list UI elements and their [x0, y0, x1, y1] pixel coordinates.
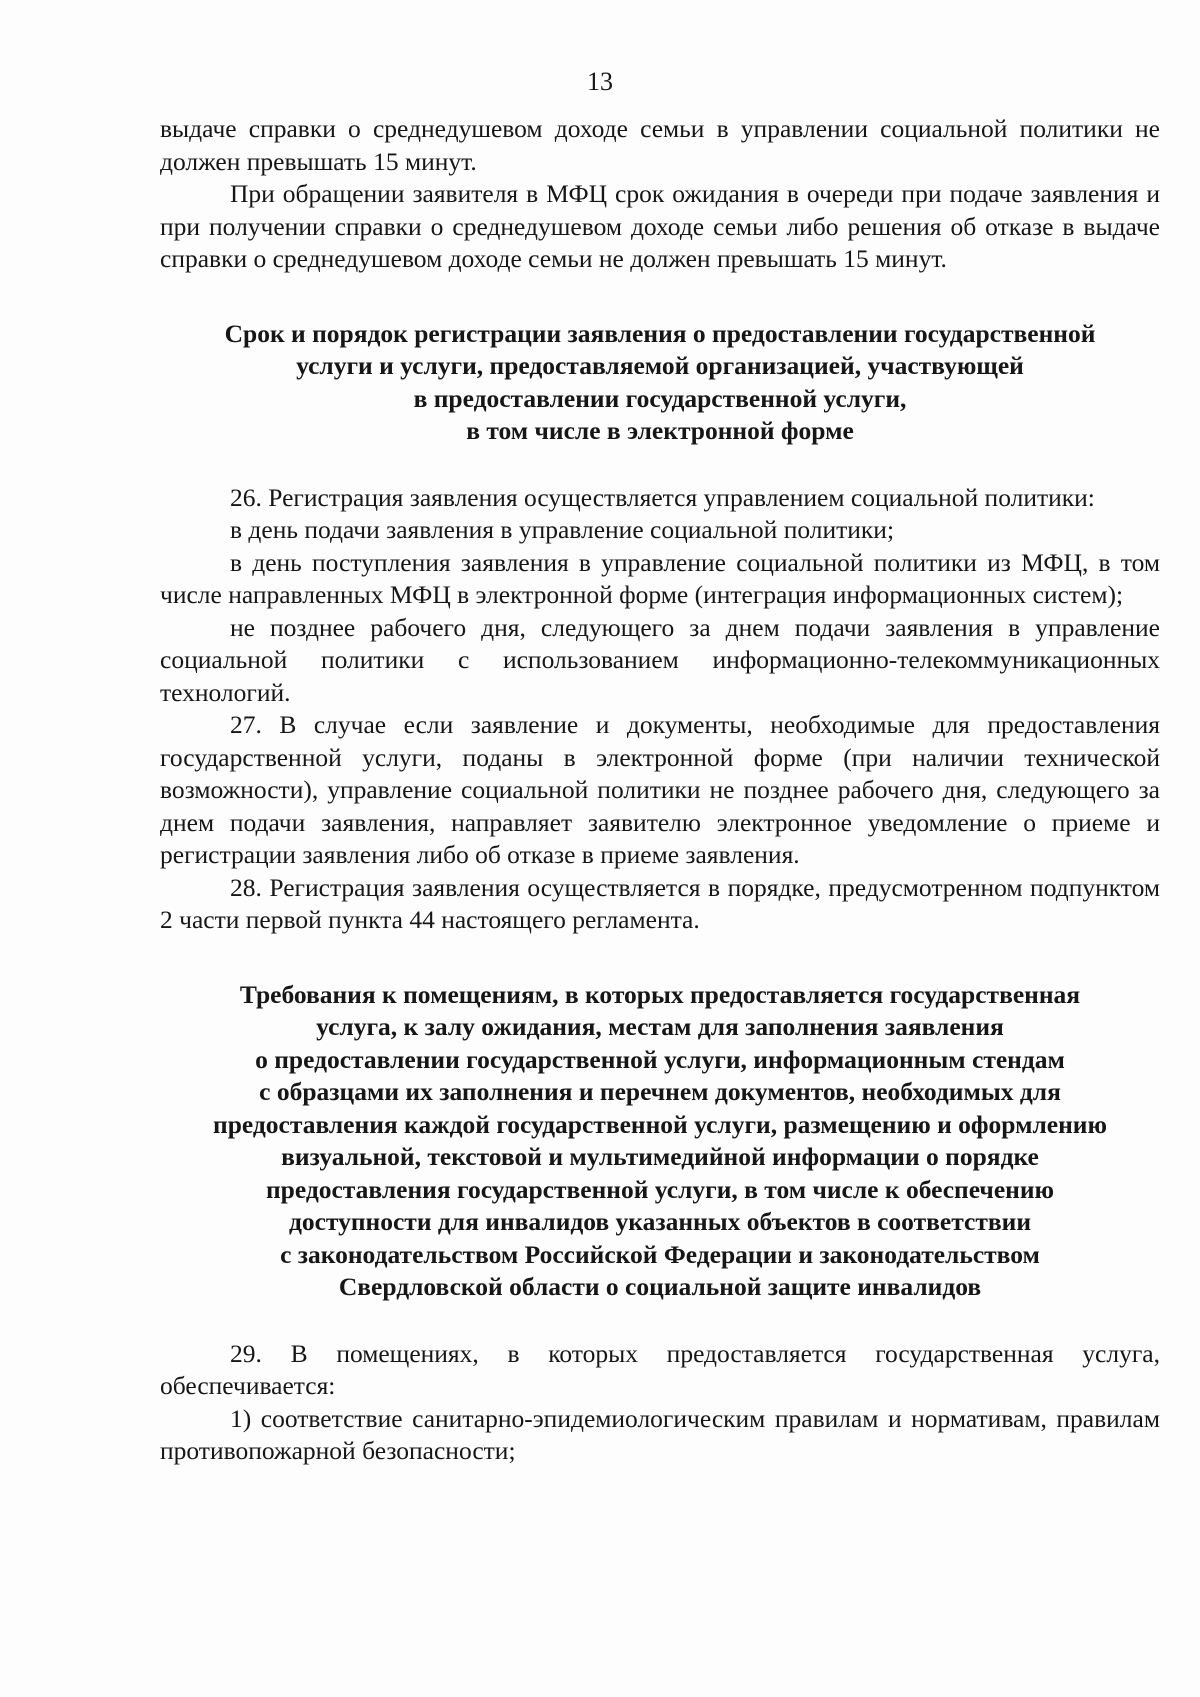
spacer — [160, 1304, 1160, 1338]
document-body — [160, 113, 1160, 1468]
paragraph-item-26-b: в день поступления заявления в управление социальной политики из МФЦ, в том числе направленных МФЦ в электронной форме (интеграция информационных систем); — [160, 547, 1160, 609]
paragraph-item-27: 27. В случае если заявление и документы, необходимые для предоставления государственной услуги, поданы в электронной форме (при наличии технической возможности), управление социальной политики не позднее рабочего дня, следующего за днем подачи заявления, направляет заявителю электронное уведомление о приеме и регистрации заявления либо об отказе в приеме заявления. — [160, 710, 1160, 869]
heading-line: Требования к помещениям, в которых предоставляется государственная — [239, 979, 1081, 1009]
section-heading-registration — [160, 318, 1160, 448]
heading-line: Свердловской области о социальной защите инвалидов — [338, 1272, 982, 1301]
heading-line: предоставления государственной услуги, в том числе к обеспечению — [265, 1174, 1055, 1204]
heading-line: услуги и услуги, предоставляемой организацией, участвующей — [296, 351, 1024, 380]
page-number: 13 — [587, 67, 613, 96]
paragraph-item-26: 26. Регистрация заявления осуществляется управлением социальной политики: — [230, 482, 1095, 512]
section-heading-premises-requirements — [160, 979, 1160, 1304]
heading-line: в предоставлении государственной услуги, — [413, 383, 907, 413]
heading-line: о предоставлении государственной услуги, информационным стендам — [255, 1044, 1065, 1074]
heading-line: визуальной, текстовой и мультимедийной информации о порядке — [281, 1142, 1039, 1171]
heading-line: с образцами их заполнения и перечнем документов, необходимых для — [259, 1077, 1061, 1106]
heading-line: доступности для инвалидов указанных объектов в соответствии — [288, 1207, 1032, 1236]
spacer — [160, 937, 1160, 979]
paragraph-item-26-c: не позднее рабочего дня, следующего за днем подачи заявления в управление социальной политики с использованием информационно-телекоммуникационных технологий. — [160, 612, 1160, 707]
spacer — [160, 276, 1160, 318]
paragraph-continuation: выдаче справки о среднедушевом доходе семьи в управлении социальной политики не должен превышать 15 минут. — [160, 114, 1160, 176]
heading-line: в том числе в электронной форме — [466, 416, 854, 445]
paragraph-item-29: 29. В помещениях, в которых предоставляется государственная услуга, обеспечивается: — [160, 1338, 1160, 1400]
paragraph-item-26-a: в день подачи заявления в управление социальной политики; — [230, 515, 895, 544]
paragraph-item-28: 28. Регистрация заявления осуществляется в порядке, предусмотренном подпунктом 2 части первой пункта 44 настоящего регламента. — [160, 872, 1160, 934]
heading-line: Срок и порядок регистрации заявления о предоставлении государственной — [224, 318, 1096, 348]
heading-line: предоставления каждой государственной услуги, размещению и оформлению — [213, 1109, 1107, 1139]
spacer — [160, 448, 1160, 482]
paragraph-item-29-1: 1) соответствие санитарно-эпидемиологическим правилам и нормативам, правилам противопожарной безопасности; — [160, 1403, 1160, 1465]
heading-line: услуга, к залу ожидания, местам для заполнения заявления — [316, 1012, 1004, 1041]
paragraph-mfc-waiting-time: При обращении заявителя в МФЦ срок ожидания в очереди при подаче заявления и при получении справки о среднедушевом доходе семьи либо решения об отказе в выдаче справки о среднедушевом доходе семьи не должен превышать 15 минут. — [160, 179, 1160, 273]
heading-line: с законодательством Российской Федерации и законодательством — [280, 1239, 1040, 1269]
